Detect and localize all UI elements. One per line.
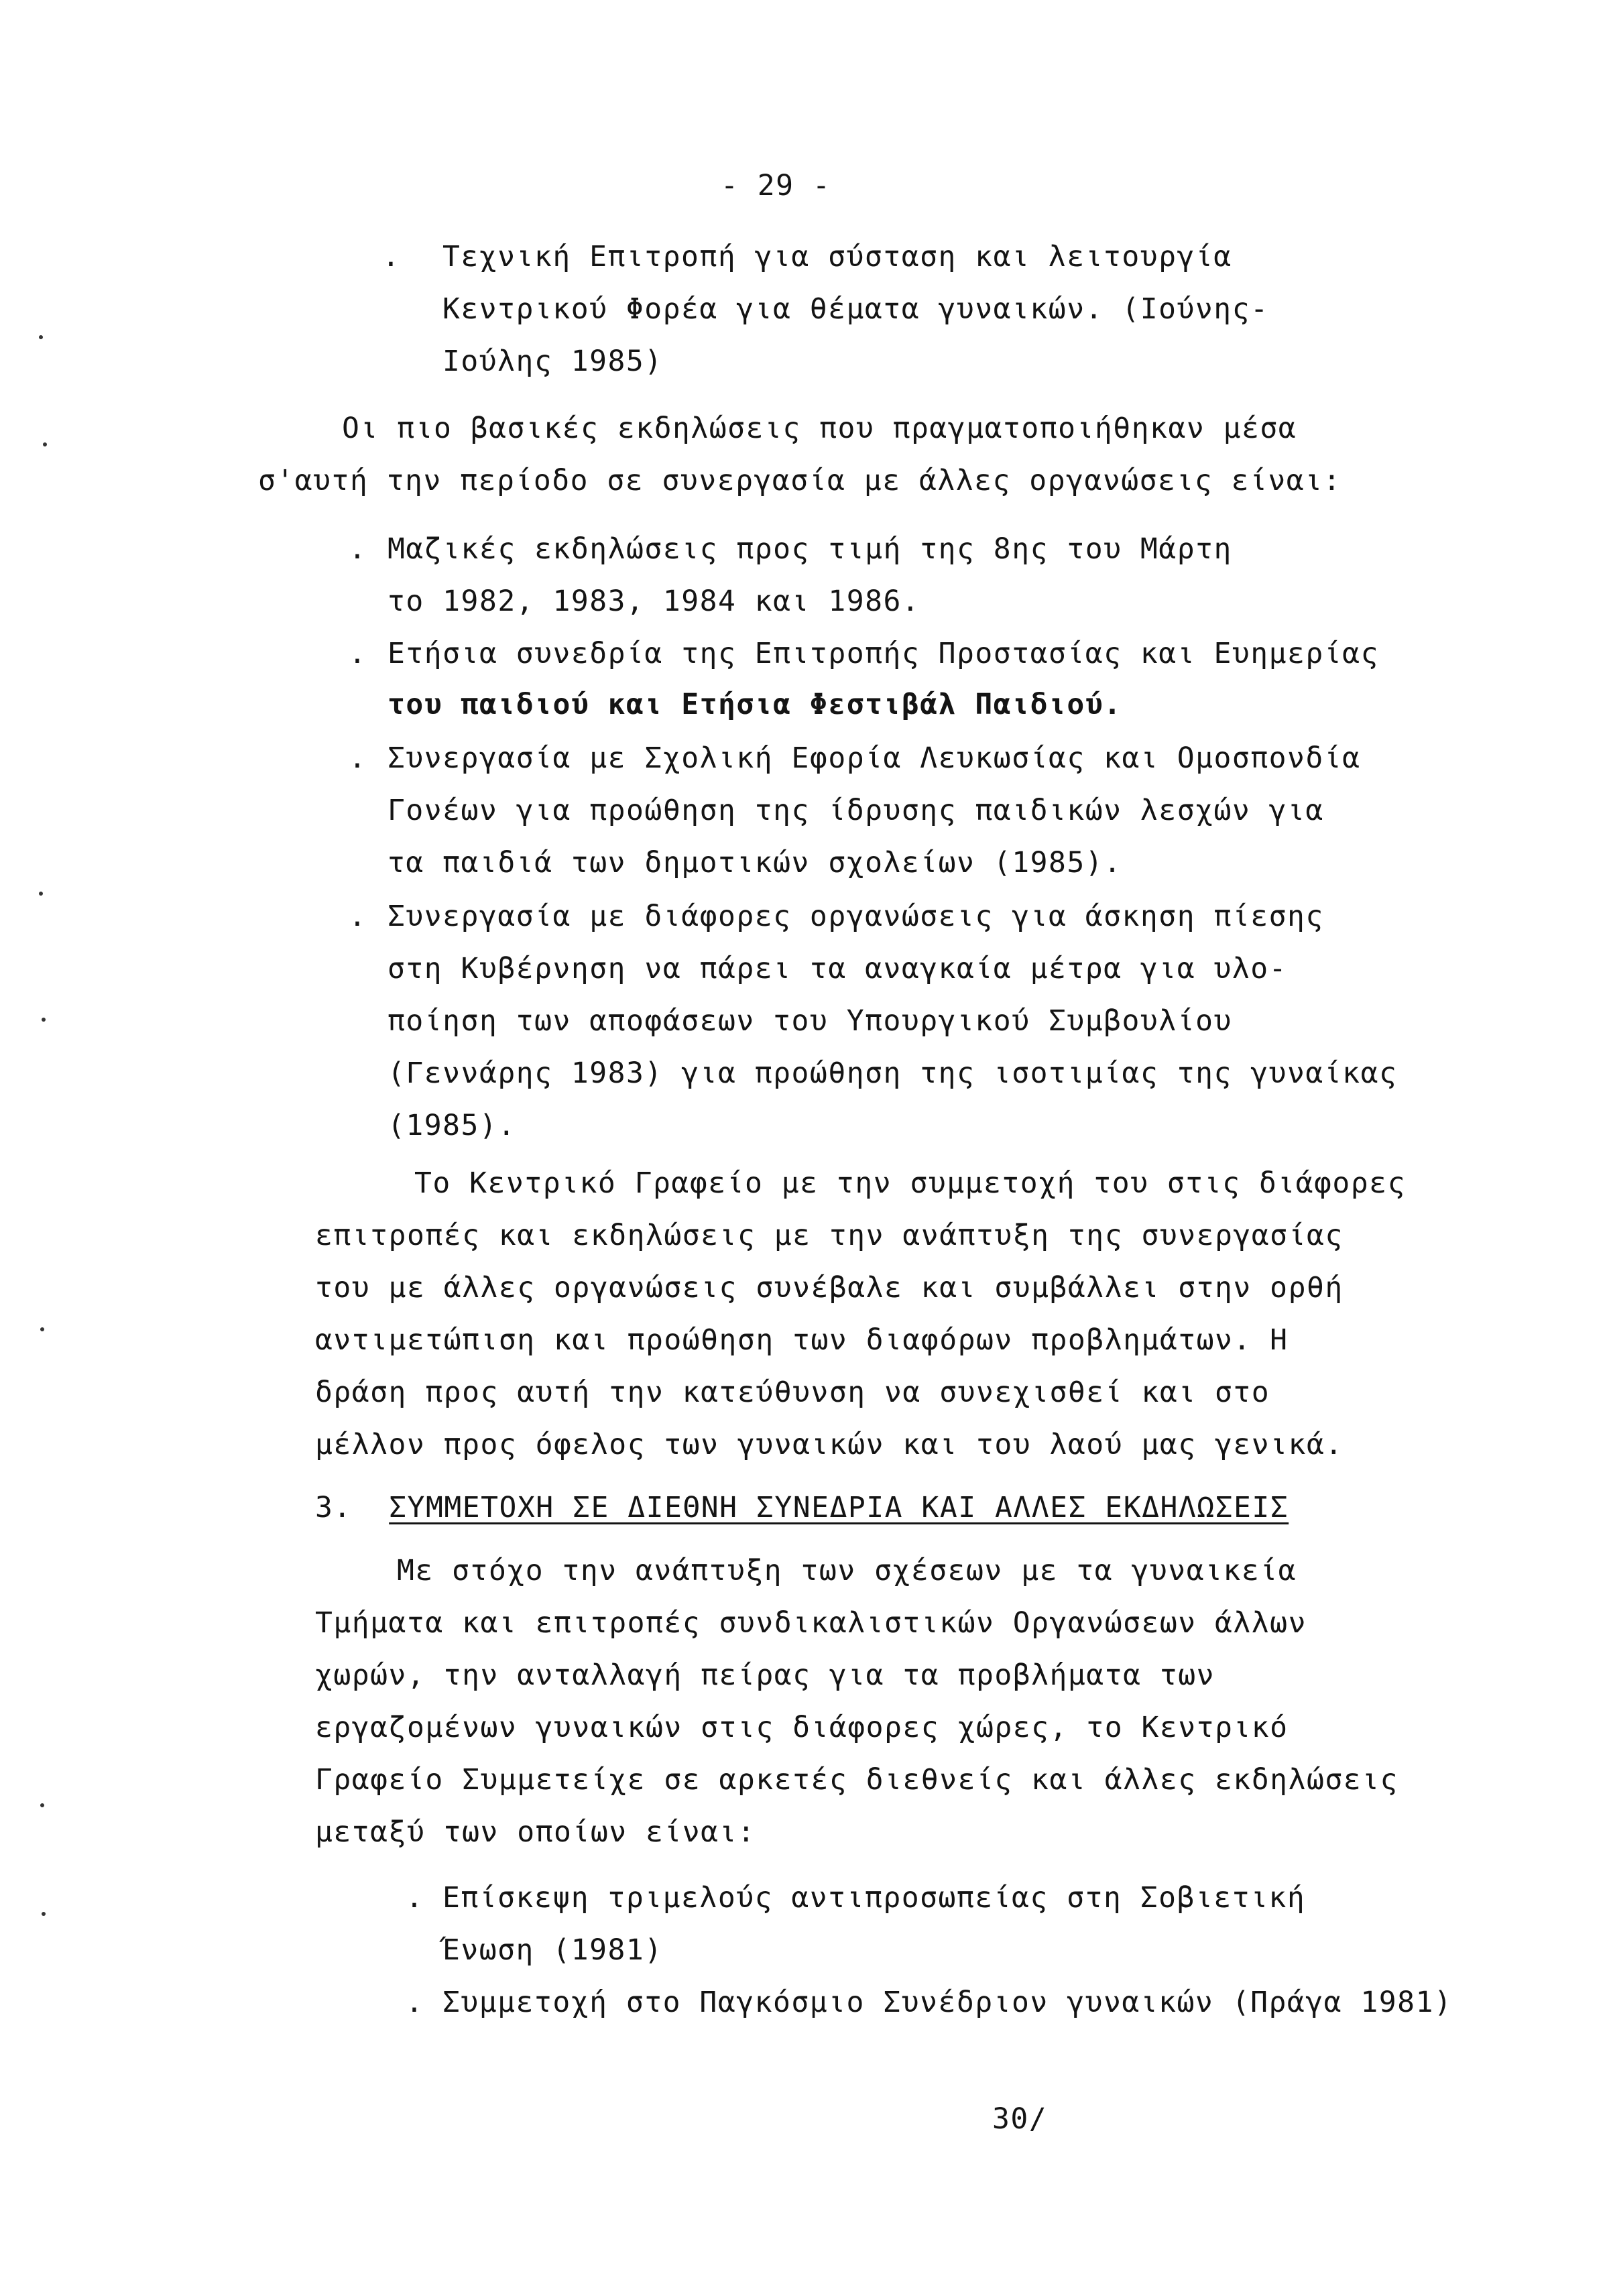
section-title: ΣΥΜΜΕΤΟΧΗ ΣΕ ΔΙΕΘΝΗ ΣΥΝΕΔΡΙΑ ΚΑΙ ΑΛΛΕΣ ΕΚΔΗΛΩΣΕΙΣ bbox=[389, 1491, 1289, 1524]
bullet-marker: . bbox=[406, 1881, 423, 1915]
item1-line-2: Κεντρικού Φορέα για θέματα γυναικών. (Ιούνης- bbox=[442, 292, 1269, 326]
para1-line-2: σ'αυτή την περίοδο σε συνεργασία με άλλες οργανώσεις είναι: bbox=[258, 464, 1342, 497]
bullet1-1-line-1: Μαζικές εκδηλώσεις προς τιμή της 8ης του Μάρτη bbox=[388, 532, 1232, 566]
item1-line-1: Τεχνική Επιτροπή για σύσταση και λειτουργία bbox=[442, 240, 1232, 274]
section-heading bbox=[315, 1491, 1289, 1524]
continuation-marker: 30/ bbox=[992, 2102, 1048, 2136]
bullet1-3-line-2: Γονέων για προώθηση της ίδρυσης παιδικών λεσχών για bbox=[388, 794, 1324, 827]
para1-line-1: Οι πιο βασικές εκδηλώσεις που πραγματοποιήθηκαν μέσα bbox=[342, 412, 1297, 445]
para2-line-4: αντιμετώπιση και προώθηση των διαφόρων προβλημάτων. Η bbox=[315, 1323, 1289, 1357]
bullet-marker: . bbox=[349, 532, 366, 566]
scan-speck bbox=[42, 1912, 46, 1916]
scan-speck bbox=[39, 335, 43, 339]
bullet1-1-line-2: το 1982, 1983, 1984 και 1986. bbox=[388, 585, 920, 618]
bullet1-4-line-2: στη Κυβέρνηση να πάρει τα αναγκαία μέτρα για υλο- bbox=[388, 952, 1288, 985]
bullet1-2-line-1: Ετήσια συνεδρία της Επιτροπής Προστασίας και Ευημερίας bbox=[388, 637, 1379, 670]
bullet1-4-line-3: ποίηση των αποφάσεων του Υπουργικού Συμβουλίου bbox=[388, 1004, 1232, 1038]
bullet1-4-line-5: (1985). bbox=[388, 1109, 516, 1142]
scan-speck bbox=[40, 1327, 44, 1331]
para3-line-6: μεταξύ των οποίων είναι: bbox=[315, 1815, 756, 1849]
scan-speck bbox=[40, 1803, 44, 1807]
para3-line-1: Με στόχο την ανάπτυξη των σχέσεων με τα γυναικεία bbox=[397, 1554, 1297, 1587]
para3-line-2: Τμήματα και επιτροπές συνδικαλιστικών Οργανώσεων άλλων bbox=[315, 1606, 1307, 1640]
para3-line-4: εργαζομένων γυναικών στις διάφορες χώρες, το Κεντρικό bbox=[315, 1711, 1289, 1744]
section-number: 3. bbox=[315, 1491, 352, 1524]
bullet1-4-line-4: (Γεννάρης 1983) για προώθηση της ισοτιμίας της γυναίκας bbox=[388, 1056, 1398, 1090]
bullet1-4-line-1: Συνεργασία με διάφορες οργανώσεις για άσκηση πίεσης bbox=[388, 900, 1324, 933]
bullet-marker: . bbox=[406, 1986, 423, 2019]
bullet-marker: . bbox=[382, 240, 400, 274]
para3-line-5: Γραφείο Συμμετείχε σε αρκετές διεθνείς και άλλες εκδηλώσεις bbox=[315, 1763, 1398, 1797]
bullet-marker: . bbox=[349, 637, 366, 670]
para2-line-5: δράση προς αυτή την κατεύθυνση να συνεχισθεί και στο bbox=[315, 1376, 1270, 1409]
para2-line-1: Το Κεντρικό Γραφείο με την συμμετοχή του στις διάφορες bbox=[414, 1166, 1406, 1200]
bullet-marker: . bbox=[349, 741, 366, 775]
bullet2-2-line-1: Συμμετοχή στο Παγκόσμιο Συνέδριον γυναικών (Πράγα 1981) bbox=[442, 1986, 1453, 2019]
bullet1-3-line-1: Συνεργασία με Σχολική Εφορία Λευκωσίας και Ομοσπονδία bbox=[388, 741, 1361, 775]
item1-line-3: Ιούλης 1985) bbox=[442, 345, 663, 378]
para3-line-3: χωρών, την ανταλλαγή πείρας για τα προβλήματα των bbox=[315, 1658, 1215, 1692]
bullet-marker: . bbox=[349, 900, 366, 933]
bullet1-2-line-2: του παιδιού και Ετήσια Φεστιβάλ Παιδιού. bbox=[388, 688, 1122, 721]
page-number: - 29 - bbox=[721, 169, 831, 202]
para2-line-3: του με άλλες οργανώσεις συνέβαλε και συμβάλλει στην ορθή bbox=[315, 1271, 1344, 1305]
scan-speck bbox=[42, 1018, 46, 1022]
scan-speck bbox=[43, 442, 47, 446]
para2-line-2: επιτροπές και εκδηλώσεις με την ανάπτυξη της συνεργασίας bbox=[315, 1219, 1344, 1252]
para2-line-6: μέλλον προς όφελος των γυναικών και του λαού μας γενικά. bbox=[315, 1428, 1344, 1461]
bullet2-1-line-1: Επίσκεψη τριμελούς αντιπροσωπείας στη Σοβιετική bbox=[442, 1881, 1306, 1915]
scan-speck bbox=[39, 892, 43, 896]
bullet2-1-line-2: Ένωση (1981) bbox=[442, 1933, 663, 1967]
bullet1-3-line-3: τα παιδιά των δημοτικών σχολείων (1985). bbox=[388, 846, 1122, 880]
